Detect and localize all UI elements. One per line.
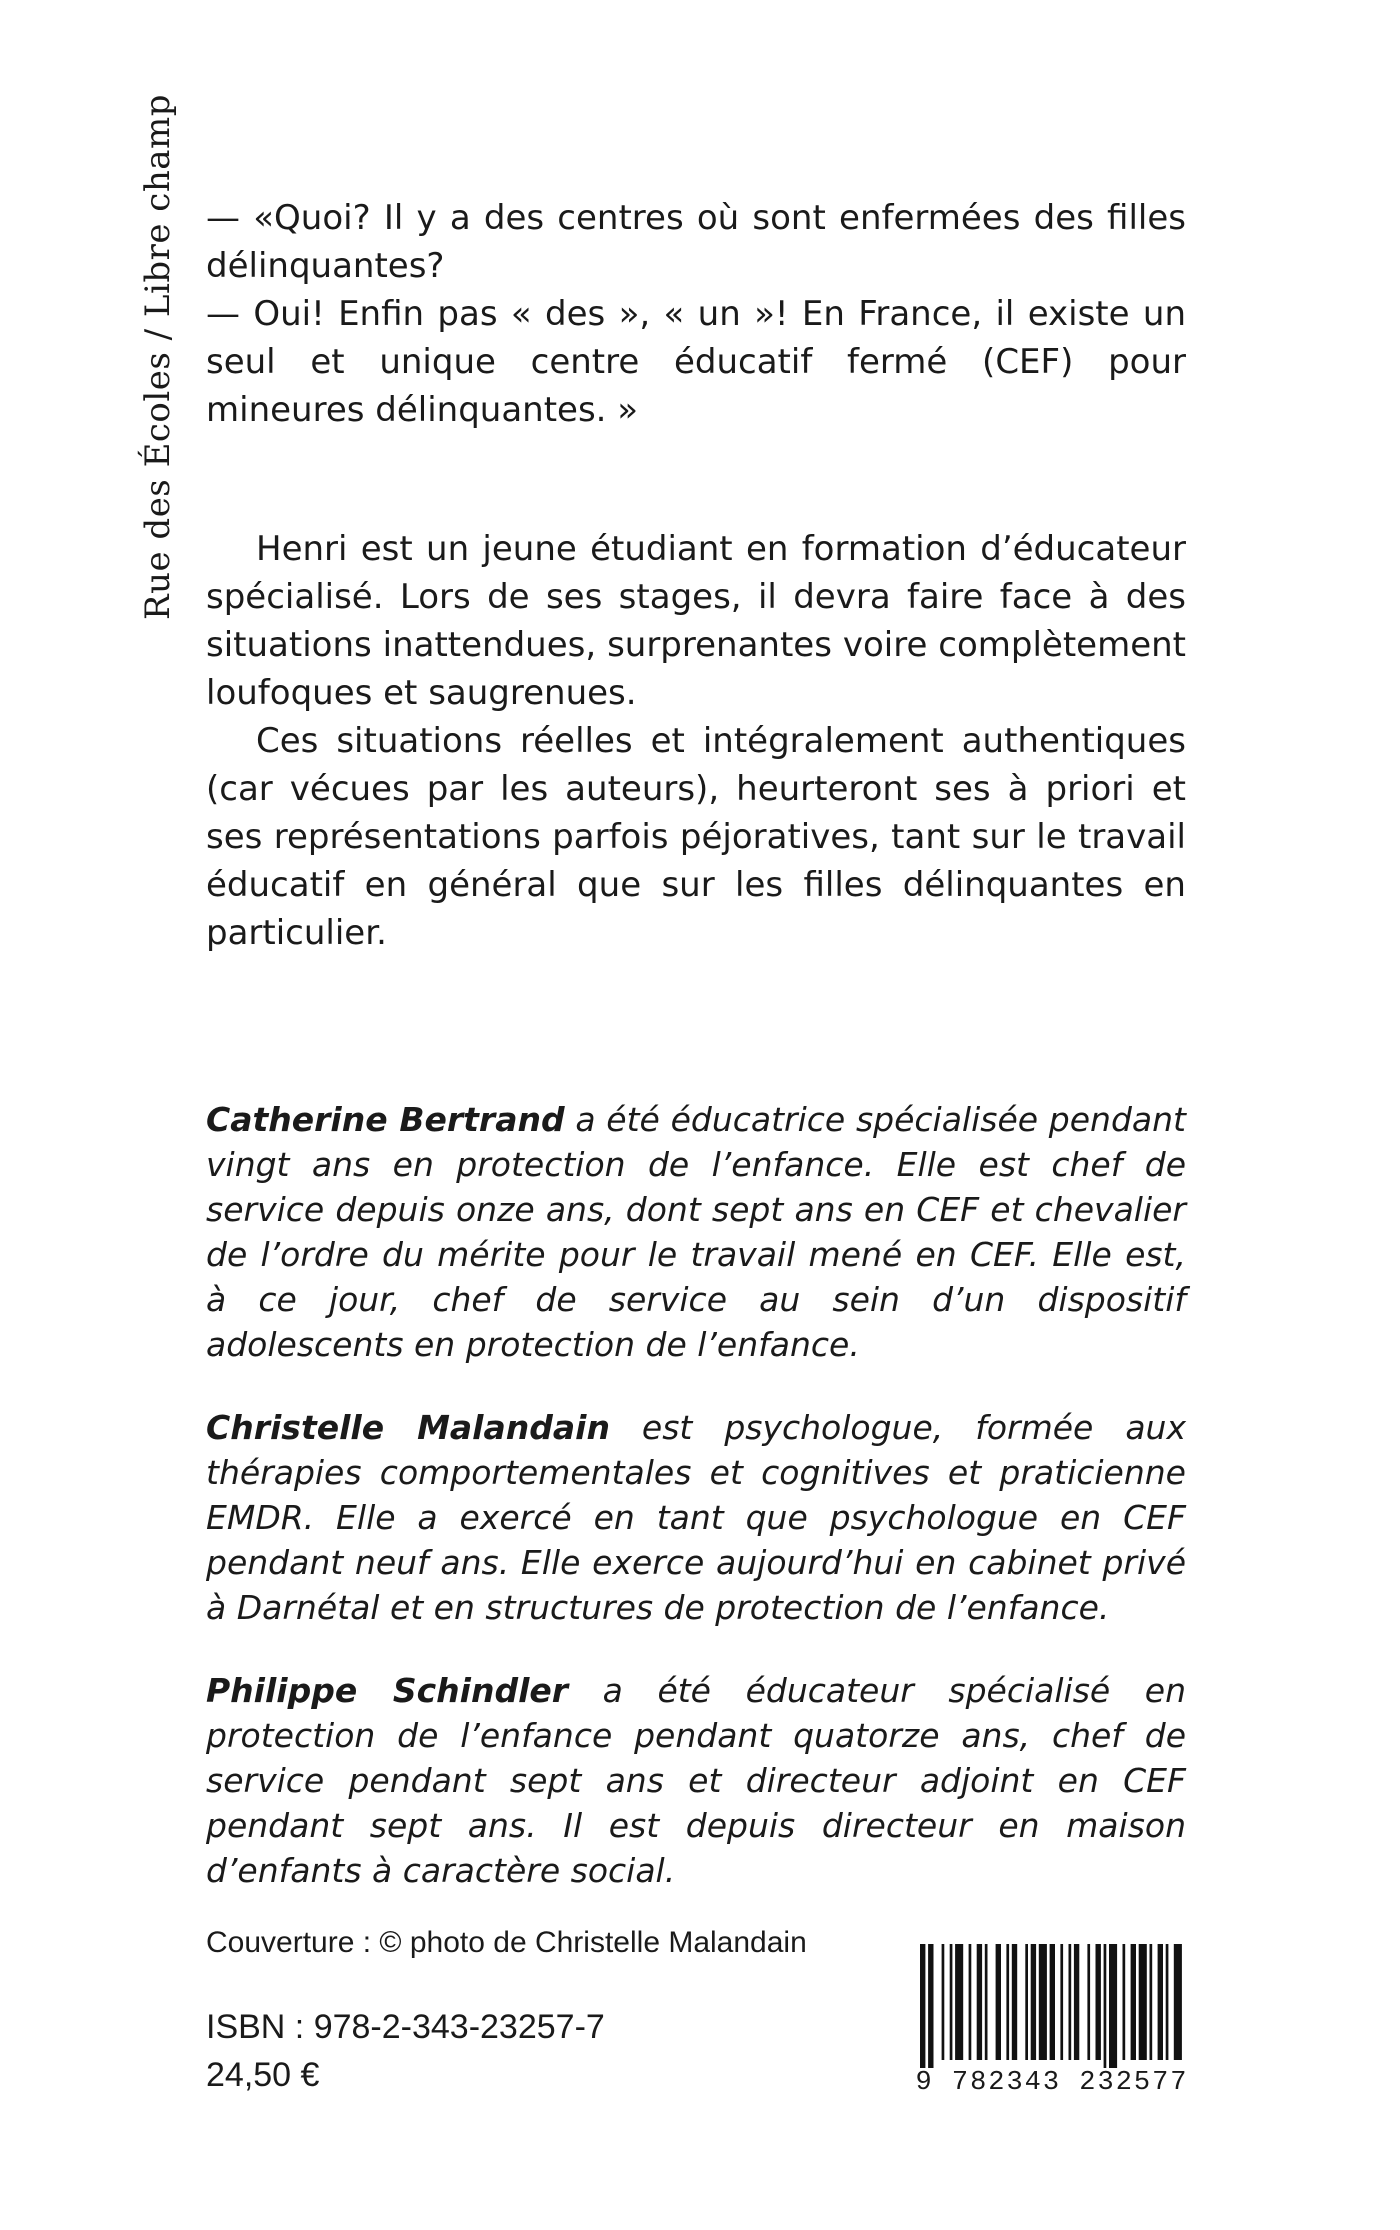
author-bios [206, 1097, 1186, 1931]
barcode-bar [1069, 1944, 1072, 2060]
cover-credit: Couverture : © photo de Christelle Malandain [206, 1926, 807, 1959]
spine-collection-title: Rue des Écoles / Libre champ [138, 93, 178, 620]
price: 24,50 € [206, 2056, 320, 2094]
barcode-bar [955, 1944, 963, 2060]
author-bio [206, 1405, 1186, 1630]
author-bio [206, 1668, 1186, 1893]
barcode-bar [977, 1944, 982, 2060]
barcode-bar [1158, 1944, 1163, 2060]
barcode-bar [1109, 1944, 1117, 2068]
barcode-bar [1096, 1944, 1101, 2060]
barcode-bar [1060, 1944, 1063, 2060]
author-name: Catherine Bertrand [206, 1100, 565, 1139]
barcode-bars-icon [912, 1944, 1192, 2068]
synopsis-paragraph: Henri est un jeune étudiant en formation d’éducateur spécialisé. Lors de ses stages, il devra faire face à des situations inattendues, surprenantes voire complètement loufoques et saugrenues. [206, 529, 1186, 713]
barcode-bar [1139, 1944, 1147, 2060]
author-bio [206, 1097, 1186, 1367]
barcode-bar [996, 1944, 1001, 2060]
author-bio-text: a été éducatrice spécialisée pendant vingt ans en protection de l’enfance. Elle est chef de service depuis onze ans, dont sept ans en CEF et chevalier de l’ordre du mérite pour le travail mené en CEF. Elle est, à ce jour, chef de service au sein d’un dispositif adolescents en protection de l’enfance. [206, 1100, 1186, 1364]
barcode-bar [1174, 1944, 1182, 2060]
barcode-bar [920, 1944, 925, 2068]
barcode-bar [1025, 1944, 1028, 2060]
synopsis [206, 525, 1186, 957]
barcode-bar [942, 1944, 945, 2060]
barcode-bar [1006, 1944, 1009, 2060]
synopsis-paragraph: Ces situations réelles et intégralement authentiques (car vécues par les auteurs), heurteront ses à priori et ses représentations parfois péjoratives, tant sur le travail éducatif en général que sur les filles délinquantes en particulier. [206, 721, 1186, 953]
barcode-bar [1166, 1944, 1169, 2060]
barcode-bar [1039, 1944, 1047, 2060]
barcode-bar [1031, 1944, 1036, 2060]
barcode-bar [1087, 1944, 1090, 2060]
author-bio-text: est psychologue, formée aux thérapies comportementales et cognitives et praticienne EMDR. Elle a exercé en tant que psychologue en CEF pendant neuf ans. Elle exerce aujourd’hui en cabinet privé à Darnétal et en structures de protection de l’enfance. [206, 1408, 1186, 1627]
barcode-bar [1074, 1944, 1079, 2060]
barcode-bar [950, 1944, 953, 2060]
barcode-bar [985, 1944, 988, 2060]
author-name: Philippe Schindler [206, 1671, 569, 1710]
opening-dialogue [206, 194, 1186, 434]
author-bio-text: a été éducateur spécialisé en protection de l’enfance pendant quatorze ans, chef de service pendant sept ans et directeur adjoint en CEF pendant sept ans. Il est depuis directeur en maison d’enfants à caractère social. [206, 1671, 1187, 1890]
dialogue-line: — «Quoi? Il y a des centres où sont enfermées des filles délinquantes? [206, 198, 1186, 286]
barcode-bar [969, 1944, 972, 2060]
barcode-bar [1123, 1944, 1126, 2060]
barcode-bar [928, 1944, 933, 2068]
barcode-bar [1150, 1944, 1153, 2060]
barcode-bar [1050, 1944, 1055, 2060]
author-name: Christelle Malandain [206, 1408, 610, 1447]
dialogue-line: — Oui! Enfin pas « des », « un »! En France, il existe un seul et unique centre éducatif fermé (CEF) pour mineures délinquantes. » [206, 294, 1186, 430]
barcode-bar [1104, 1944, 1107, 2068]
isbn: ISBN : 978-2-343-23257-7 [206, 2008, 605, 2046]
barcode-digits: 9 782343 232577 [912, 2068, 1192, 2098]
barcode-bar [1012, 1944, 1017, 2060]
barcode-bar [1131, 1944, 1136, 2060]
barcode [912, 1944, 1192, 2098]
